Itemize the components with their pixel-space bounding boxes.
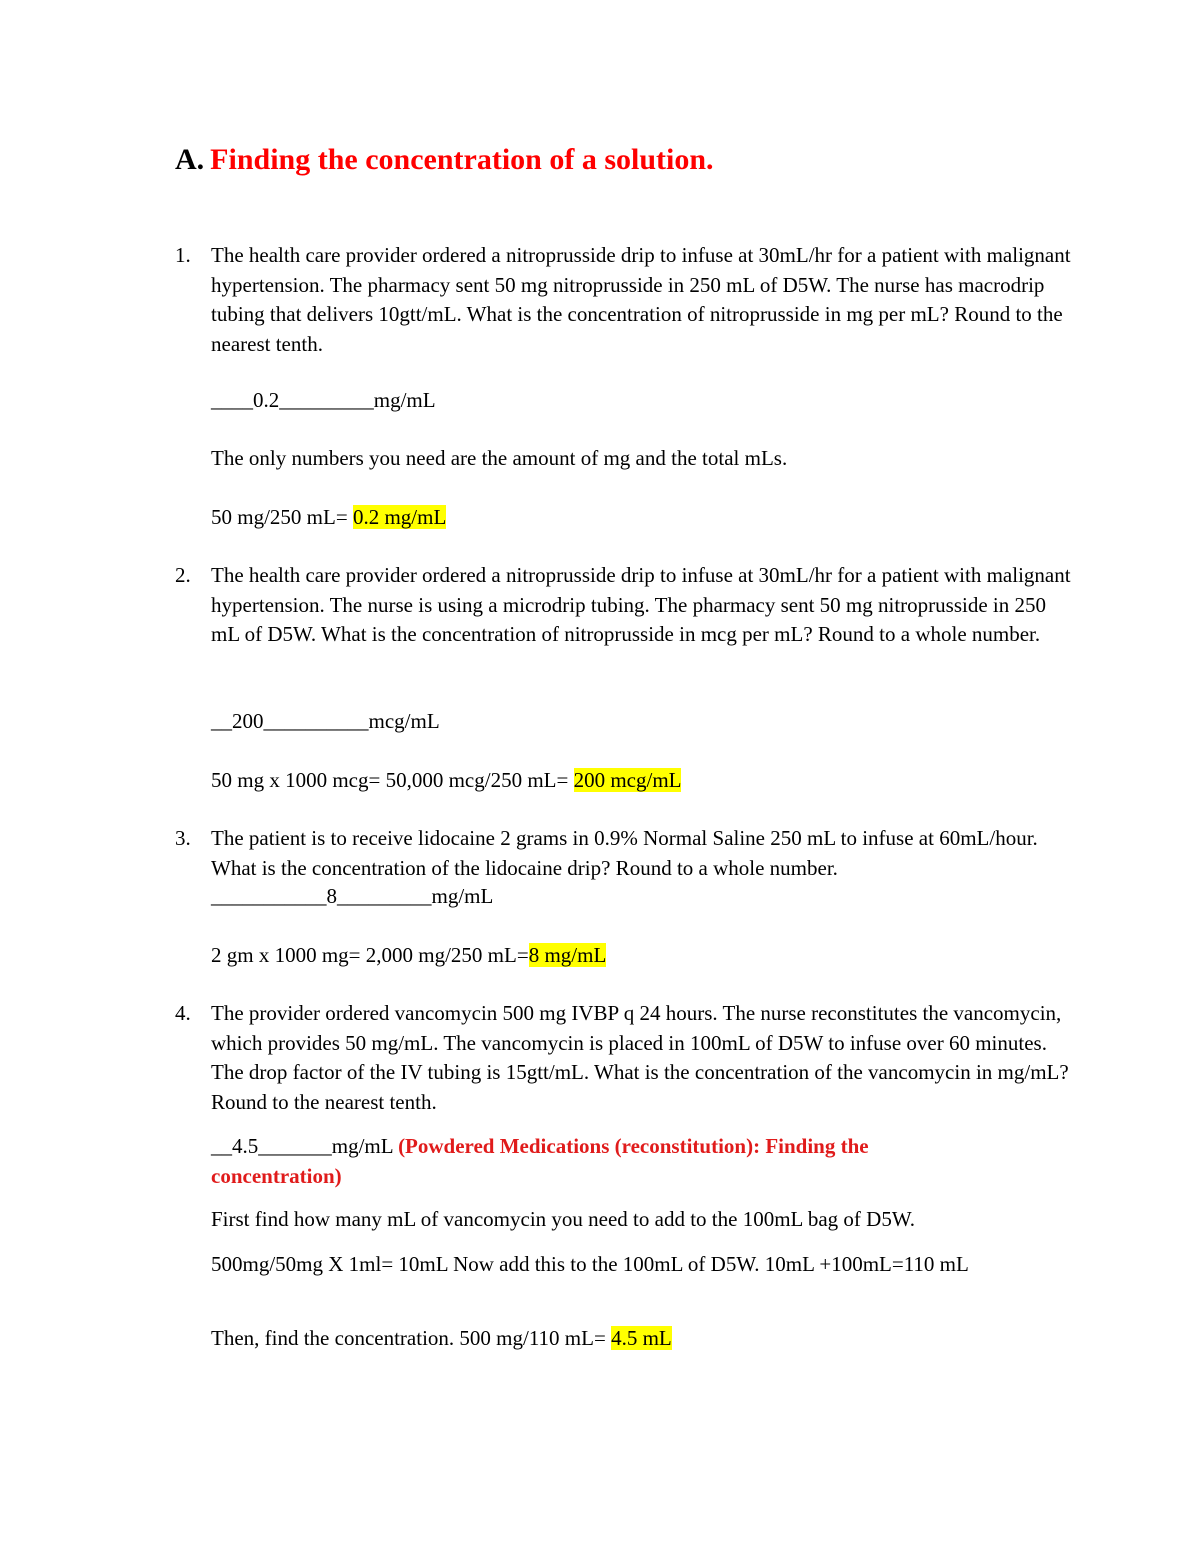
question-3-calculation <box>211 941 1071 971</box>
question-1-text: The health care provider ordered a nitroprusside drip to infuse at 30mL/hr for a patient with malignant hypertension. The pharmacy sent 50 mg nitroprusside in 250 mL of D5W. The nurse has macrodrip tubing that delivers 10gtt/mL. What is the concentration of nitroprusside in mg per mL? Round to the nearest tenth. <box>211 243 1071 356</box>
question-1-note: The only numbers you need are the amount of mg and the total mLs. <box>211 446 788 470</box>
question-1-number: 1. <box>175 243 191 267</box>
question-4-reference: (Powdered Medications (reconstitution): Finding the concentration) <box>211 1134 869 1188</box>
question-2-answer-line: __200__________mcg/mL <box>211 709 440 733</box>
question-3-number: 3. <box>175 826 191 850</box>
question-3-calc-result: 8 mg/mL <box>528 943 607 967</box>
question-4-step-2: 500mg/50mg X 1ml= 10mL Now add this to the 100mL of D5W. 10mL +100mL=110 mL <box>211 1252 969 1276</box>
question-2-number: 2. <box>175 563 191 587</box>
section-letter: A. <box>175 143 205 176</box>
question-4-step-3-text: Then, find the concentration. 500 mg/110 mL= <box>211 1326 612 1350</box>
question-4-answer-line: __4.5_______mg/mL <box>211 1134 399 1158</box>
question-4-step-1: First find how many mL of vancomycin you need to add to the 100mL bag of D5W. <box>211 1207 915 1231</box>
question-4-text: The provider ordered vancomycin 500 mg IVBP q 24 hours. The nurse reconstitutes the vancomycin, which provides 50 mg/mL. The vancomycin is placed in 100mL of D5W to infuse over 60 minutes. The drop factor of the IV tubing is 15gtt/mL. What is the concentration of the vancomycin in mg/mL? Round to the nearest tenth. <box>211 1001 1069 1114</box>
question-2-text: The health care provider ordered a nitroprusside drip to infuse at 30mL/hr for a patient with malignant hypertension. The nurse is using a microdrip tubing. The pharmacy sent 50 mg nitroprusside in 250 mL of D5W. What is the concentration of nitroprusside in mcg per mL? Round to a whole number. <box>211 563 1071 646</box>
question-3-calc-text: 2 gm x 1000 mg= 2,000 mg/250 mL= <box>211 943 529 967</box>
question-2-calculation <box>211 766 1071 796</box>
question-1-calculation <box>211 503 1071 533</box>
question-4-number: 4. <box>175 1001 191 1025</box>
question-1-calc-text: 50 mg/250 mL= <box>211 505 353 529</box>
question-3-text: The patient is to receive lidocaine 2 grams in 0.9% Normal Saline 250 mL to infuse at 60mL/hour. What is the concentration of the lidocaine drip? Round to a whole number. <box>211 826 1038 880</box>
section-title: Finding the concentration of a solution. <box>210 143 714 176</box>
question-2-calc-text: 50 mg x 1000 mcg= 50,000 mcg/250 mL= <box>211 768 574 792</box>
question-3-answer-line: ___________8_________mg/mL <box>211 884 494 908</box>
question-4-answer-block <box>211 1132 991 1191</box>
question-1-answer-line: ____0.2_________mg/mL <box>211 388 436 412</box>
question-4-step-3-result: 4.5 mL <box>611 1326 672 1350</box>
question-2-calc-result: 200 mcg/mL <box>573 768 682 792</box>
question-4-step-3 <box>211 1324 1071 1354</box>
question-1-calc-result: 0.2 mg/mL <box>352 505 447 529</box>
section-heading <box>175 140 714 180</box>
